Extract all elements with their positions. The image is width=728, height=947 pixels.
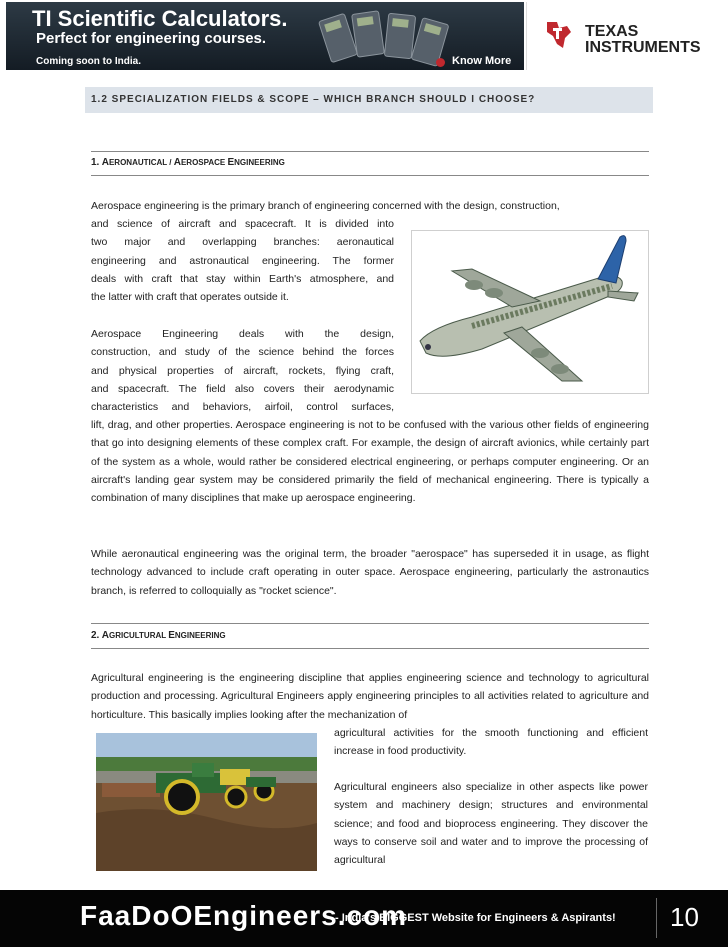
agri-heading: 2. AGRICULTURAL ENGINEERING [91, 630, 226, 641]
page-number: 10 [670, 902, 699, 932]
texas-instruments-logo-icon [543, 18, 575, 52]
site-logo[interactable]: FaaDoOEngineers.com [80, 900, 408, 931]
ad-title: TI Scientific Calculators. [32, 6, 288, 31]
section-heading: 1.2 SPECIALIZATION FIELDS & SCOPE – WHICH BRANCH SHOULD I CHOOSE? [91, 94, 536, 105]
know-more-icon [436, 58, 445, 67]
tractor-image [96, 733, 317, 871]
aircraft-cutaway-icon [412, 231, 648, 393]
ti-brand[interactable] [526, 2, 725, 70]
agri-paragraph-2: Agricultural engineers also specialize in other aspects like power system and machinery design; structures and environmental science; and food and bioprocess engineering. They discover the ways to conserve soil and water and to improve the processing of agricultural [334, 781, 648, 867]
aero-heading: 1. AERONAUTICAL / AEROSPACE ENGINEERING [91, 157, 285, 168]
calculator-image [351, 10, 385, 57]
ad-calculators[interactable] [6, 2, 524, 70]
aero-paragraph-2-rest: lift, drag, and other properties. Aerospace engineering is not to be confused with the various other fields of engineering that go into designing elements of these complex craft. For example, the design of aircraft avionics, while certainly part of the system as a whole, would rather be considered electrical engineering, or perhaps computer engineering. Or an aircraft's landing gear system may be considered primarily the field of mechanical engineering. There is typically a combination of many disciplines that make up aerospace engineering. [91, 419, 649, 505]
ad-coming-soon: Coming soon to India. [36, 56, 141, 67]
know-more-link[interactable]: Know More [452, 55, 512, 67]
aero-paragraph-2: Aerospace Engineering deals with the design, construction, and study of the science behind the forces and physical properties of aircraft, rockets, flying craft, and spacecraft. The field also covers their aerodynamic characteristics and behaviors, airfoil, control surfaces, [91, 328, 394, 414]
ad-banner[interactable] [0, 0, 728, 74]
divider [91, 175, 649, 176]
ad-subtitle: Perfect for engineering courses. [36, 30, 267, 47]
aero-paragraph-1-line: Aerospace engineering is the primary branch of engineering concerned with the design, construction, [91, 200, 560, 212]
agri-paragraph-1-cont: agricultural activities for the smooth functioning and efficient increase in food productivity. [334, 727, 648, 758]
divider [91, 151, 649, 152]
tractor-pulling-icon [96, 733, 317, 871]
agri-paragraph-1: Agricultural engineering is the engineering discipline that applies engineering science and technology to agricultural production and processing. Agricultural Engineers apply engineering principles to all activities related to agriculture and horticulture. This basically implies looking after the mechanization of [91, 672, 649, 721]
ti-wordmark: TEXAS INSTRUMENTS [585, 23, 701, 56]
aero-paragraph-1: and science of aircraft and spacecraft. It is divided into two major and overlapping branches: aeronautical engineering and astronautical engineering. The former deals with craft that stay within Earth's atmosphere, and the latter with craft that operates outside it. [91, 218, 394, 304]
divider [91, 648, 649, 649]
aircraft-image [411, 230, 649, 394]
footer-bar [0, 890, 728, 947]
footer-divider [656, 898, 657, 938]
aero-paragraph-3: While aeronautical engineering was the original term, the broader "aerospace" has superseded it in usage, as flight technology advanced to include craft operating in outer space. Aerospace engineering, particularly the astronautics branch, is referred to colloquially as "rocket science". [91, 548, 649, 597]
section-heading-bar [85, 87, 653, 113]
footer-tagline: - India's BIGGEST Website for Engineers & Aspirants! [335, 912, 616, 924]
divider [91, 623, 649, 624]
